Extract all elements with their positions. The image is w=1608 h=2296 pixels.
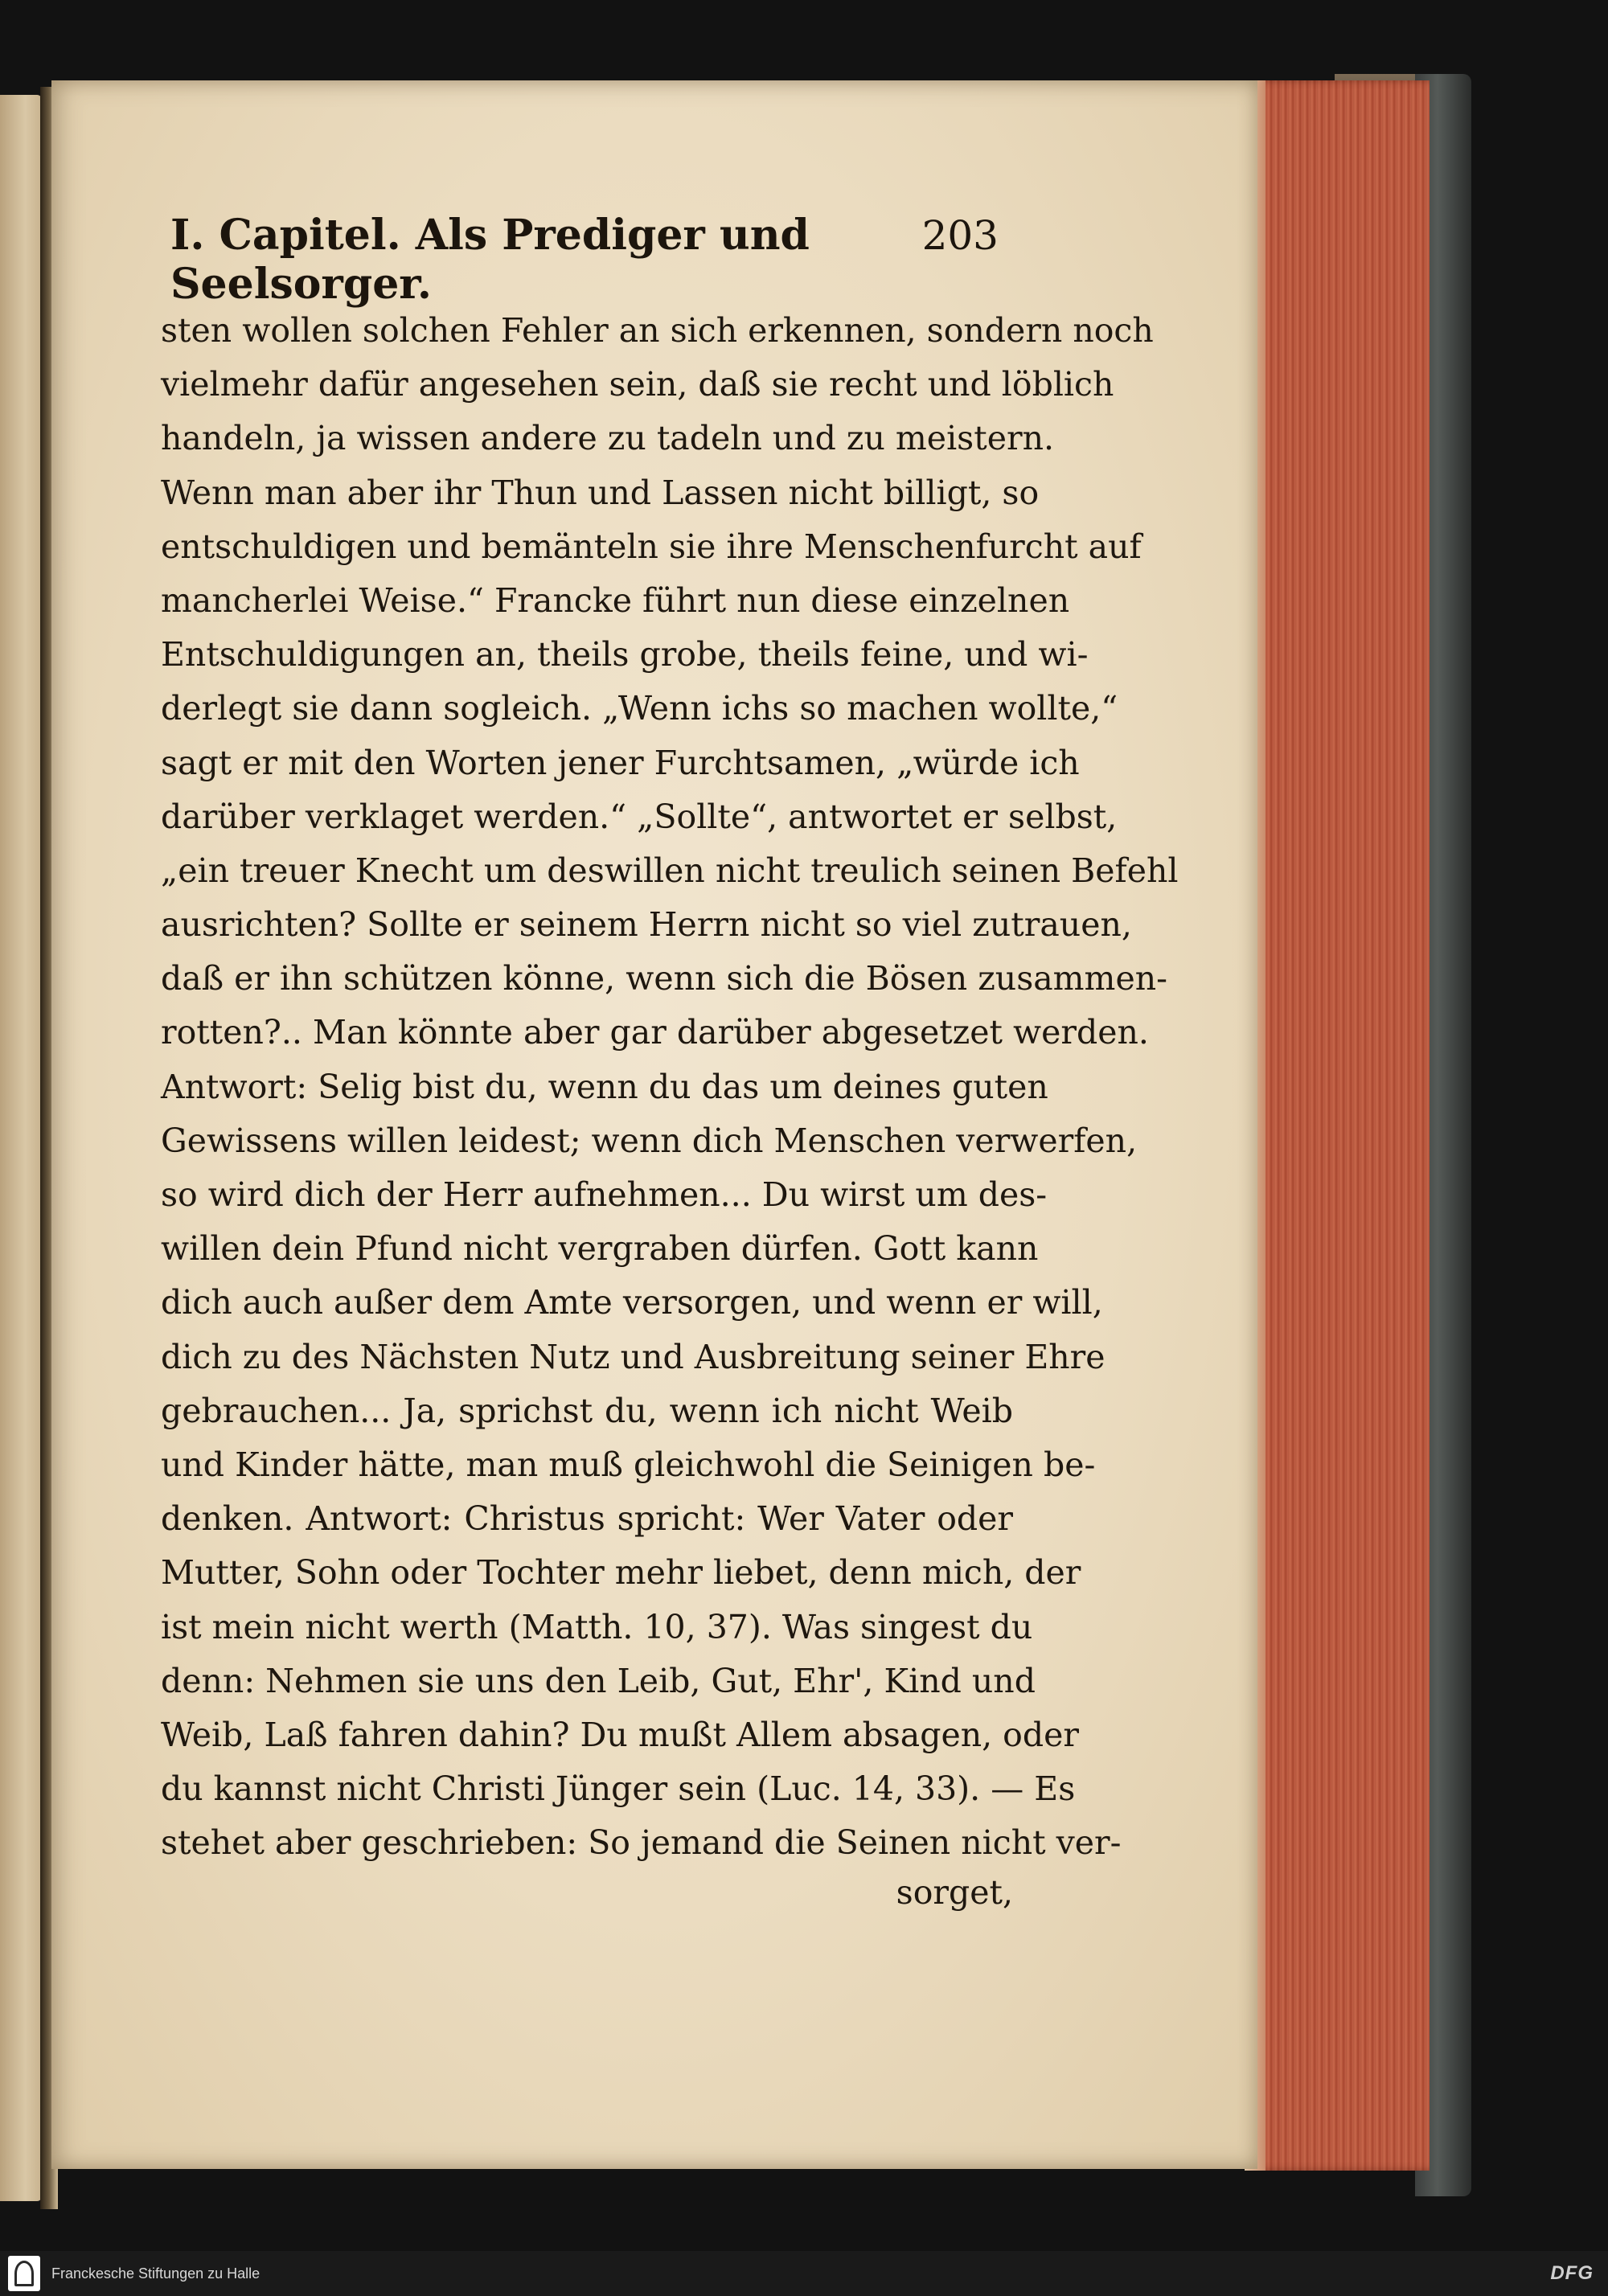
text-line: derlegt sie dann sogleich. „Wenn ichs so machen wollte,“: [161, 689, 1118, 728]
viewer-footer: [0, 2251, 1608, 2296]
text-line: vielmehr dafür angesehen sein, daß sie recht und löblich: [161, 365, 1114, 404]
text-line: stehet aber geschrieben: So jemand die Seinen nicht ver-: [161, 1823, 1122, 1863]
text-line: du kannst nicht Christi Jünger sein (Luc. 14, 33). — Es: [161, 1769, 1076, 1809]
catchword: sorget,: [896, 1873, 1013, 1912]
text-line: ausrichten? Sollte er seinem Herrn nicht so viel zutrauen,: [161, 905, 1132, 945]
running-head: [170, 211, 999, 309]
text-line: dich zu des Nächsten Nutz und Ausbreitung seiner Ehre: [161, 1337, 1106, 1376]
text-line: dich auch außer dem Amte versorgen, und wenn er will,: [161, 1283, 1103, 1322]
text-line: mancherlei Weise.“ Francke führt nun diese einzelnen: [161, 580, 1070, 620]
text-line: gebrauchen... Ja, sprichst du, wenn ich nicht Weib: [161, 1391, 1013, 1430]
text-line: Gewissens willen leidest; wenn dich Menschen verwerfen,: [161, 1121, 1138, 1160]
institution-block: [8, 2256, 260, 2291]
text-line: ist mein nicht werth (Matth. 10, 37). Was singest du: [161, 1607, 1033, 1646]
text-line: denken. Antwort: Christus spricht: Wer Vater oder: [161, 1499, 1013, 1539]
page-body: [161, 304, 1179, 1870]
text-line: sagt er mit den Worten jener Furchtsamen, „würde ich: [161, 743, 1080, 782]
text-line: rotten?.. Man könnte aber gar darüber abgesetzet werden.: [161, 1013, 1149, 1052]
text-line: Entschuldigungen an, theils grobe, theils feine, und wi-: [161, 635, 1089, 674]
institution-logo-icon: [8, 2256, 40, 2291]
facing-page-edge: [0, 95, 42, 2201]
page-number: 203: [921, 212, 999, 259]
text-line: und Kinder hätte, man muß gleichwohl die Seinigen be-: [161, 1445, 1096, 1484]
text-line: handeln, ja wissen andere zu tadeln und zu meistern.: [161, 419, 1055, 458]
text-line: daß er ihn schützen könne, wenn sich die Bösen zusammen-: [161, 959, 1167, 998]
text-line: „ein treuer Knecht um deswillen nicht treulich seinen Befehl: [161, 851, 1179, 890]
text-line: entschuldigen und bemänteln sie ihre Menschenfurcht auf: [161, 527, 1142, 566]
text-line: sten wollen solchen Fehler an sich erkennen, sondern noch: [161, 311, 1154, 350]
text-line: Wenn man aber ihr Thun und Lassen nicht billigt, so: [161, 473, 1040, 512]
text-line: denn: Nehmen sie uns den Leib, Gut, Ehr', Kind und: [161, 1661, 1036, 1700]
text-line: willen dein Pfund nicht vergraben dürfen. Gott kann: [161, 1229, 1039, 1269]
text-line: so wird dich der Herr aufnehmen... Du wirst um des-: [161, 1175, 1048, 1214]
text-line: darüber verklaget werden.“ „Sollte“, antwortet er selbst,: [161, 797, 1118, 836]
page-fore-edge: [1245, 80, 1430, 2171]
dfg-logo: DFG: [1550, 2262, 1594, 2284]
text-line: Mutter, Sohn oder Tochter mehr liebet, denn mich, der: [161, 1553, 1081, 1593]
text-line: Weib, Laß fahren dahin? Du mußt Allem absagen, oder: [161, 1715, 1079, 1754]
institution-name: Franckesche Stiftungen zu Halle: [51, 2265, 260, 2282]
chapter-title: I. Capitel. Als Prediger und Seelsorger.: [170, 211, 810, 309]
text-line: Antwort: Selig bist du, wenn du das um deines guten: [161, 1067, 1048, 1106]
